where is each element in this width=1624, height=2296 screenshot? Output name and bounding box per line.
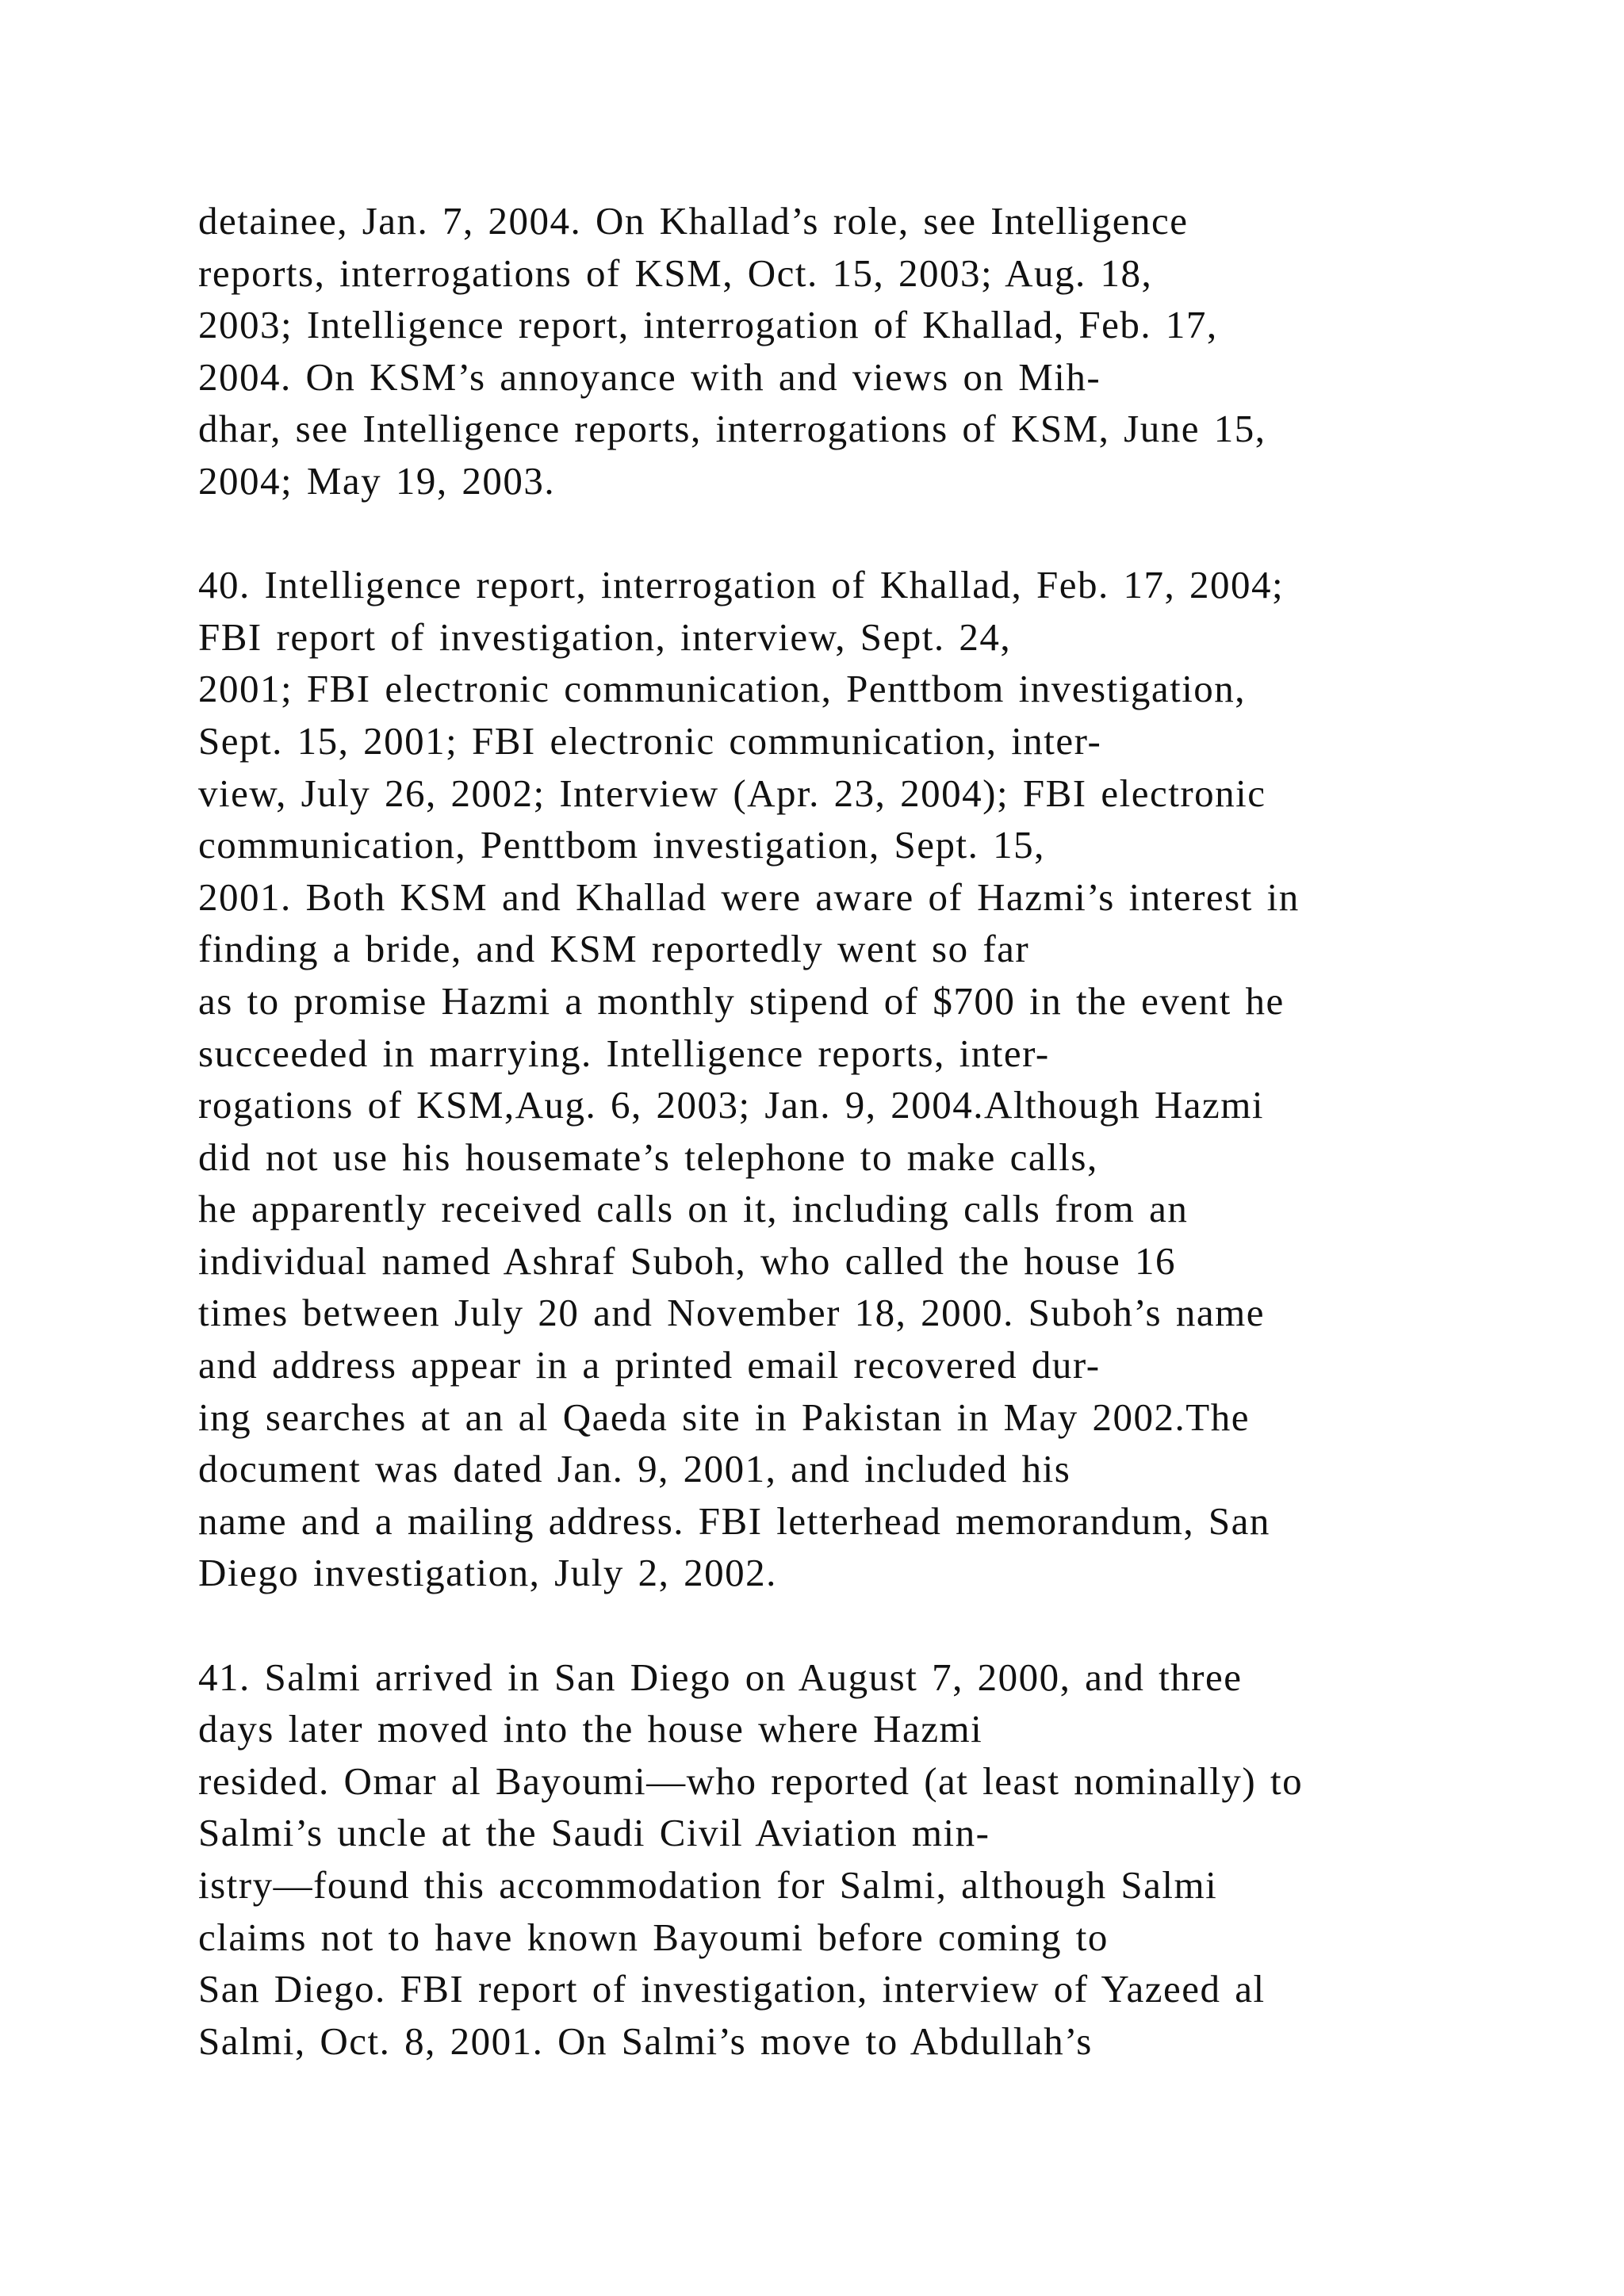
text-line: individual named Ashraf Suboh, who called the house 16	[198, 1238, 1176, 1283]
text-line: 40. Intelligence report, interrogation of Khallad, Feb. 17, 2004;	[198, 563, 1285, 607]
text-line: finding a bride, and KSM reportedly went so far	[198, 927, 1030, 971]
text-line: view, July 26, 2002; Interview (Apr. 23, 2004); FBI electronic	[198, 771, 1266, 815]
text-line: 2004. On KSM’s annoyance with and views on Mih-	[198, 354, 1101, 399]
text-line: claims not to have known Bayoumi before coming to	[198, 1915, 1109, 1959]
paragraph-note-41	[198, 1651, 1515, 2068]
text-line: ing searches at an al Qaeda site in Pakistan in May 2002.The	[198, 1395, 1250, 1439]
text-line: rogations of KSM,Aug. 6, 2003; Jan. 9, 2004.Although Hazmi	[198, 1083, 1264, 1127]
text-line: Salmi, Oct. 8, 2001. On Salmi’s move to Abdullah’s	[198, 2019, 1093, 2063]
text-line: Diego investigation, July 2, 2002.	[198, 1551, 777, 1595]
text-line: as to promise Hazmi a monthly stipend of $700 in the event he	[198, 978, 1285, 1023]
text-line: 2004; May 19, 2003.	[198, 458, 556, 503]
text-line: and address appear in a printed email recovered dur-	[198, 1343, 1101, 1387]
text-line: succeeded in marrying. Intelligence reports, inter-	[198, 1031, 1050, 1075]
paragraph-spacer	[198, 507, 1515, 560]
text-line: name and a mailing address. FBI letterhead memorandum, San	[198, 1498, 1270, 1543]
text-line: communication, Penttbom investigation, Sept. 15,	[198, 823, 1045, 867]
text-line: 2001. Both KSM and Khallad were aware of Hazmi’s interest in	[198, 874, 1300, 919]
paragraph-note-40	[198, 559, 1515, 1599]
text-line: resided. Omar al Bayoumi—who reported (at least nominally) to	[198, 1758, 1304, 1803]
paragraph-spacer	[198, 1599, 1515, 1651]
text-line: days later moved into the house where Hazmi	[198, 1707, 983, 1751]
text-line: times between July 20 and November 18, 2000. Suboh’s name	[198, 1291, 1265, 1335]
text-line: did not use his housemate’s telephone to make calls,	[198, 1135, 1098, 1179]
text-line: Sept. 15, 2001; FBI electronic communication, inter-	[198, 718, 1102, 763]
text-line: FBI report of investigation, interview, Sept. 24,	[198, 614, 1012, 659]
text-line: he apparently received calls on it, including calls from an	[198, 1187, 1189, 1231]
text-line: detainee, Jan. 7, 2004. On Khallad’s role, see Intelligence	[198, 199, 1189, 243]
text-line: document was dated Jan. 9, 2001, and included his	[198, 1447, 1071, 1491]
text-line: Salmi’s uncle at the Saudi Civil Aviation min-	[198, 1811, 990, 1855]
paragraph-intro	[198, 195, 1515, 507]
text-line: 41. Salmi arrived in San Diego on August 7, 2000, and three	[198, 1655, 1243, 1699]
text-line: 2001; FBI electronic communication, Penttbom investigation,	[198, 667, 1247, 711]
text-line: 2003; Intelligence report, interrogation of Khallad, Feb. 17,	[198, 303, 1218, 347]
text-line: dhar, see Intelligence reports, interrogations of KSM, June 15,	[198, 407, 1266, 451]
document-body	[198, 195, 1515, 2067]
text-line: San Diego. FBI report of investigation, interview of Yazeed al	[198, 1967, 1266, 2011]
text-line: istry—found this accommodation for Salmi, although Salmi	[198, 1863, 1218, 1907]
text-line: reports, interrogations of KSM, Oct. 15, 2003; Aug. 18,	[198, 251, 1153, 295]
